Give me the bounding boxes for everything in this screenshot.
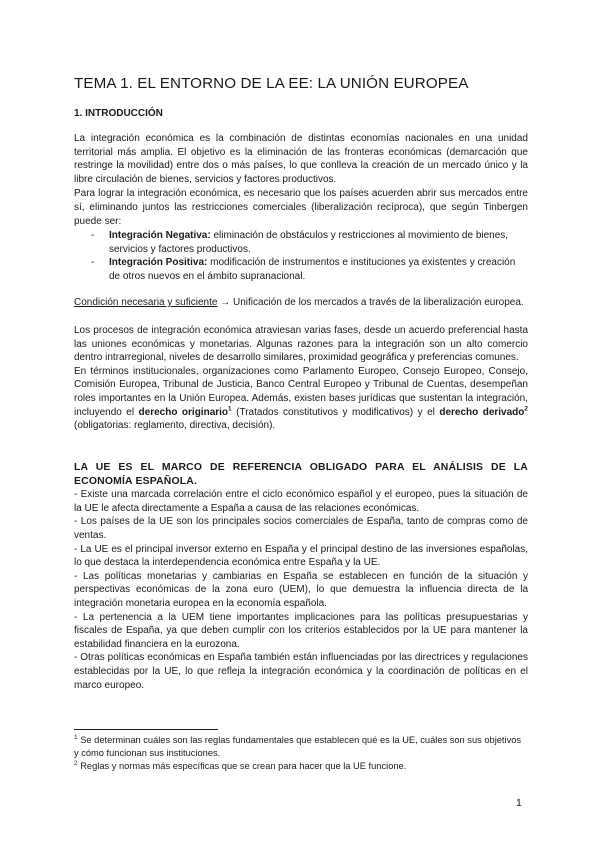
phases-body bbox=[74, 324, 528, 433]
term-derecho-derivado: derecho derivado bbox=[439, 406, 525, 418]
paragraph-definicion: La integración económica es la combinación de distintas economías nacionales en una unidad territorial más amplia. El objetivo es la eliminación de las fronteras económicas (demarcación que restringe la movilidad) entre dos o más países, lo que conlleva la creación de un mercado único y la libre circulación de bienes, servicios y factores productivos. bbox=[74, 133, 528, 185]
footnotes bbox=[74, 734, 528, 773]
dash-bullet: - bbox=[91, 257, 95, 269]
list-item: - Las políticas monetarias y cambiarias en España se establecen en función de la situación y perspectivas económicas de la zona euro (UEM), lo que demuestra la influencia directa de la integración monetaria europea en la economía española. bbox=[74, 570, 528, 609]
footnote-separator bbox=[74, 729, 218, 730]
term-derecho-originario: derecho originario bbox=[138, 406, 229, 418]
list-item-term: Integración Positiva: bbox=[109, 257, 208, 269]
footnote-ref-1: 1 bbox=[228, 405, 232, 413]
footnote-ref-2: 2 bbox=[524, 405, 529, 413]
paragraph-fases: Los procesos de integración económica atraviesan varias fases, desde un acuerdo preferencial hasta las uniones económicas y monetarias. Algunas razones para la integración son un alto comercio dentro intrarregional, niveles de desarrollo similares, proximidad geográfica y preferencias comunes. bbox=[74, 325, 528, 364]
condition-label: Condición necesaria y suficiente bbox=[74, 297, 218, 308]
integration-types-list bbox=[74, 229, 528, 283]
page-number: 1 bbox=[516, 797, 522, 809]
list-item-term: Integración Negativa: bbox=[109, 230, 211, 242]
condition-line bbox=[74, 296, 528, 310]
list-item: - La pertenencia a la UEM tiene importantes implicaciones para las políticas presupuestarias y fiscales de España, ya que deben cumplir con los criterios establecidos por la UE para mantener la estabilidad financiera en la eurozona. bbox=[74, 611, 528, 650]
condition-text: → Unificación de los mercados a través de la liberalización europea. bbox=[217, 297, 524, 308]
paragraph-tinbergen: Para lograr la integración económica, es necesario que los países acuerden abrir sus mercados entre sí, eliminando juntos las restricciones comerciales (liberalización recíproca), que según Tinbergen puede ser: bbox=[74, 188, 528, 227]
list-item-text: eliminación de obstáculos y restricciones al movimiento de bienes, servicios y factores productivos. bbox=[109, 230, 509, 255]
dash-bullet: - bbox=[91, 230, 95, 242]
list-item-text: modificación de instrumentos e instituciones ya existentes y creación de otros nuevos en el ámbito supranacional. bbox=[109, 257, 516, 282]
footnote-1: $^1$ Se determinan cuáles son las reglas fundamentales que establecen qué es la UE, cuáles son sus objetivos y cómo funcionan sus instituciones. bbox=[74, 733, 522, 758]
list-item: - Existe una marcada correlación entre el ciclo económico español y el europeo, pues la situación de la UE le afecta directamente a España a causa de las relaciones económicas. bbox=[74, 489, 528, 514]
section-heading-introduccion: 1. INTRODUCCIÓN bbox=[74, 108, 163, 119]
list-item: - La UE es el principal inversor externo en España y el principal destino de las inversiones españolas, lo que destaca la interdependencia económica entre España y la UE. bbox=[74, 543, 528, 569]
paragraph-instituciones: En términos institucionales, organizaciones como Parlamento Europeo, Consejo Europeo, Consejo, Comisión Europea, Tribunal de Justicia, Banco Central Europeo y Tribunal de Cuentas, desempeñan roles importantes en la Unión Europea. Además, existen bases jurídicas que sustentan la integración, incluyendo el derecho originario$^1$ (Tratados constitutivos y modificativos) y el derecho derivado$^2$ (obligatorias: reglamento, directiva, decisión). bbox=[74, 365, 529, 432]
page-title: TEMA 1. EL ENTORNO DE LA EE: LA UNIÓN EUROPEA bbox=[74, 75, 469, 92]
footnote-2: $^2$ Reglas y normas más específicas que se crean para hacer que la UE funcione. bbox=[74, 759, 407, 771]
list-item bbox=[74, 229, 528, 256]
list-item: - Otras políticas económicas en España también están influenciadas por las directrices y regulaciones establecidas por la UE, lo que refleja la integración económica y la coordinación de políticas en el marco europeo. bbox=[74, 652, 528, 691]
list-item: - Los países de la UE son los principales socios comerciales de España, tanto de compras como de ventas. bbox=[74, 516, 528, 541]
ue-section bbox=[74, 461, 528, 692]
section-heading-ue: LA UE ES EL MARCO DE REFERENCIA OBLIGADO PARA EL ANÁLISIS DE LA ECONOMÍA ESPAÑOLA. bbox=[74, 462, 528, 487]
list-item bbox=[74, 256, 528, 283]
intro-body bbox=[74, 132, 528, 284]
